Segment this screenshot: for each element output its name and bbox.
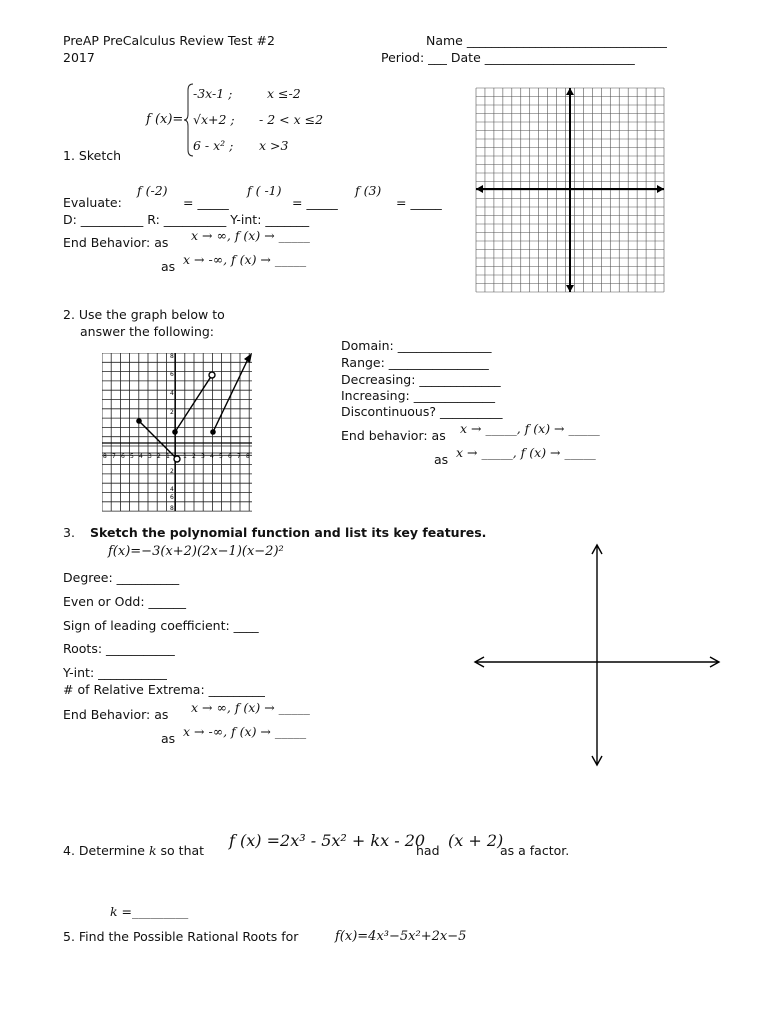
- q4-suffix: as a factor.: [500, 843, 570, 858]
- q2-discontinuous[interactable]: Discontinuous? __________: [341, 404, 503, 419]
- q2-x-tick-label: 7: [237, 453, 241, 460]
- q4-prefix-text: 4. Determine: [63, 843, 145, 858]
- q2-x-tick-label: 3: [148, 453, 152, 460]
- q1-piece3-cond: x >3: [259, 138, 289, 153]
- q2-point-open-bottom: [174, 456, 180, 462]
- q1-evaluate-label: Evaluate:: [63, 195, 122, 210]
- q2-x-tick-label: 4: [210, 453, 214, 460]
- worksheet-title: PreAP PreCalculus Review Test #2: [63, 33, 275, 48]
- q1-coordinate-grid[interactable]: [474, 86, 666, 294]
- q2-x-tick-label: 3: [201, 453, 205, 460]
- name-field[interactable]: Name ________________________________: [426, 33, 667, 48]
- q1-piece3-expr: 6 - x² ;: [193, 138, 234, 153]
- q1-y-arrow-up: [566, 88, 574, 95]
- q4-k-answer[interactable]: k =_________: [110, 904, 189, 919]
- q3-even-odd[interactable]: Even or Odd: ______: [63, 594, 187, 609]
- q3-function: f(x)=−3(x+2)(2x−1)(x−2)²: [108, 544, 284, 559]
- q2-end-behavior-1[interactable]: x → _____, f (x) → _____: [460, 421, 600, 436]
- q2-prompt-line2: answer the following:: [80, 324, 215, 339]
- q2-end-behavior-label: End behavior: as: [341, 428, 446, 443]
- q2-y-tick-label: 8: [170, 505, 174, 512]
- q1-eval-blank-1[interactable]: = _____: [183, 195, 229, 210]
- q2-ray-arrow: [244, 353, 252, 363]
- q2-y-tick-label: 6: [170, 371, 174, 378]
- q4-factor: (x + 2): [448, 831, 504, 850]
- q2-point-closed-right: [210, 429, 216, 435]
- q4-so-that: so that: [160, 843, 205, 858]
- period-date-field[interactable]: Period: ___ Date ________________________: [381, 50, 635, 65]
- q5-polynomial: f(x)=4x³−5x²+2x−5: [335, 929, 467, 944]
- q2-point-closed-left: [136, 418, 142, 424]
- q3-relative-extrema[interactable]: # of Relative Extrema: _________: [63, 682, 265, 697]
- q2-y-tick-label: 2: [170, 409, 174, 416]
- q1-domain-range-yint[interactable]: D: __________ R: __________ Y-int: _______: [63, 212, 310, 227]
- q3-as-label: as: [161, 731, 176, 746]
- q1-end-behavior-label: End Behavior: as: [63, 235, 169, 250]
- q2-as-label: as: [434, 452, 449, 467]
- q3-end-behavior-1[interactable]: x → ∞, f (x) → _____: [191, 700, 310, 715]
- q2-graph: [102, 353, 254, 513]
- q1-piece2-cond: - 2 < x ≤2: [259, 112, 324, 127]
- q2-point-closed-yint: [172, 429, 178, 435]
- q3-prompt: Sketch the polynomial function and list its key features.: [90, 525, 487, 540]
- q2-domain[interactable]: Domain: _______________: [341, 338, 492, 353]
- q3-number: 3.: [63, 525, 75, 540]
- q4-prefix: [63, 843, 204, 858]
- q4-had: had: [416, 843, 440, 858]
- q3-sketch-axes[interactable]: [472, 543, 722, 767]
- q1-end-behavior-2[interactable]: x → -∞, f (x) → _____: [183, 252, 307, 267]
- q5-prompt: 5. Find the Possible Rational Roots for: [63, 929, 299, 944]
- q2-x-tick-label: 4: [139, 453, 143, 460]
- q2-y-tick-label: 2: [170, 468, 174, 475]
- q1-y-arrow-down: [566, 285, 574, 292]
- q3-end-behavior-label: End Behavior: as: [63, 707, 169, 722]
- q2-x-tick-label: 7: [112, 453, 116, 460]
- q1-eval-blank-3[interactable]: = _____: [396, 195, 442, 210]
- q2-x-tick-label: 8: [103, 453, 107, 460]
- q2-point-open-top: [209, 372, 215, 378]
- q3-roots[interactable]: Roots: ___________: [63, 641, 175, 656]
- q4-k-variable: k: [148, 843, 157, 858]
- q1-function-name: f (x)=: [146, 112, 184, 127]
- q1-x-arrow-right: [657, 185, 664, 193]
- q1-sketch-label: 1. Sketch: [63, 148, 122, 163]
- q2-x-tick-label: 2: [157, 453, 161, 460]
- q2-range[interactable]: Range: ________________: [341, 355, 489, 370]
- q2-x-tick-label: 6: [121, 453, 125, 460]
- q2-x-tick-label: 8: [246, 453, 250, 460]
- q4-polynomial: f (x) =2x³ - 5x² + kx - 20: [229, 831, 426, 850]
- q2-x-tick-label: 1: [166, 453, 170, 460]
- q1-piece2-expr: √x+2 ;: [193, 112, 235, 127]
- q1-x-arrow-left: [476, 185, 483, 193]
- q1-as-label: as: [161, 259, 176, 274]
- q1-eval-f-3: f (3): [355, 183, 382, 198]
- q2-prompt-line1: 2. Use the graph below to: [63, 307, 225, 322]
- q2-y-tick-label: 4: [170, 390, 174, 397]
- q3-yint[interactable]: Y-int: ___________: [63, 665, 167, 680]
- q2-y-tick-label: 4: [170, 486, 174, 493]
- q2-decreasing[interactable]: Decreasing: _____________: [341, 372, 501, 387]
- q3-degree[interactable]: Degree: __________: [63, 570, 180, 585]
- q2-increasing[interactable]: Increasing: _____________: [341, 388, 495, 403]
- q2-end-behavior-2[interactable]: x → _____, f (x) → _____: [456, 445, 596, 460]
- q1-piece1-cond: x ≤-2: [267, 86, 301, 101]
- q3-leading-sign[interactable]: Sign of leading coefficient: ____: [63, 618, 259, 633]
- q1-eval-f-neg1: f ( -1): [247, 183, 282, 198]
- q1-eval-blank-2[interactable]: = _____: [292, 195, 338, 210]
- q2-y-tick-label: 6: [170, 494, 174, 501]
- q2-x-tick-label: 5: [219, 453, 223, 460]
- q2-x-tick-label: 6: [228, 453, 232, 460]
- q1-piece1-expr: -3x-1 ;: [193, 86, 233, 101]
- q3-end-behavior-2[interactable]: x → -∞, f (x) → _____: [183, 724, 307, 739]
- q2-x-tick-label: 5: [130, 453, 134, 460]
- q1-eval-f-neg2: f (-2): [137, 183, 168, 198]
- q2-segment-increasing-1: [175, 375, 212, 432]
- q2-y-tick-label: 8: [170, 353, 174, 360]
- q1-end-behavior-1[interactable]: x → ∞, f (x) → _____: [191, 228, 310, 243]
- q2-x-tick-label: 2: [192, 453, 196, 460]
- q2-x-tick-label: 1: [183, 453, 187, 460]
- worksheet-year: 2017: [63, 50, 95, 65]
